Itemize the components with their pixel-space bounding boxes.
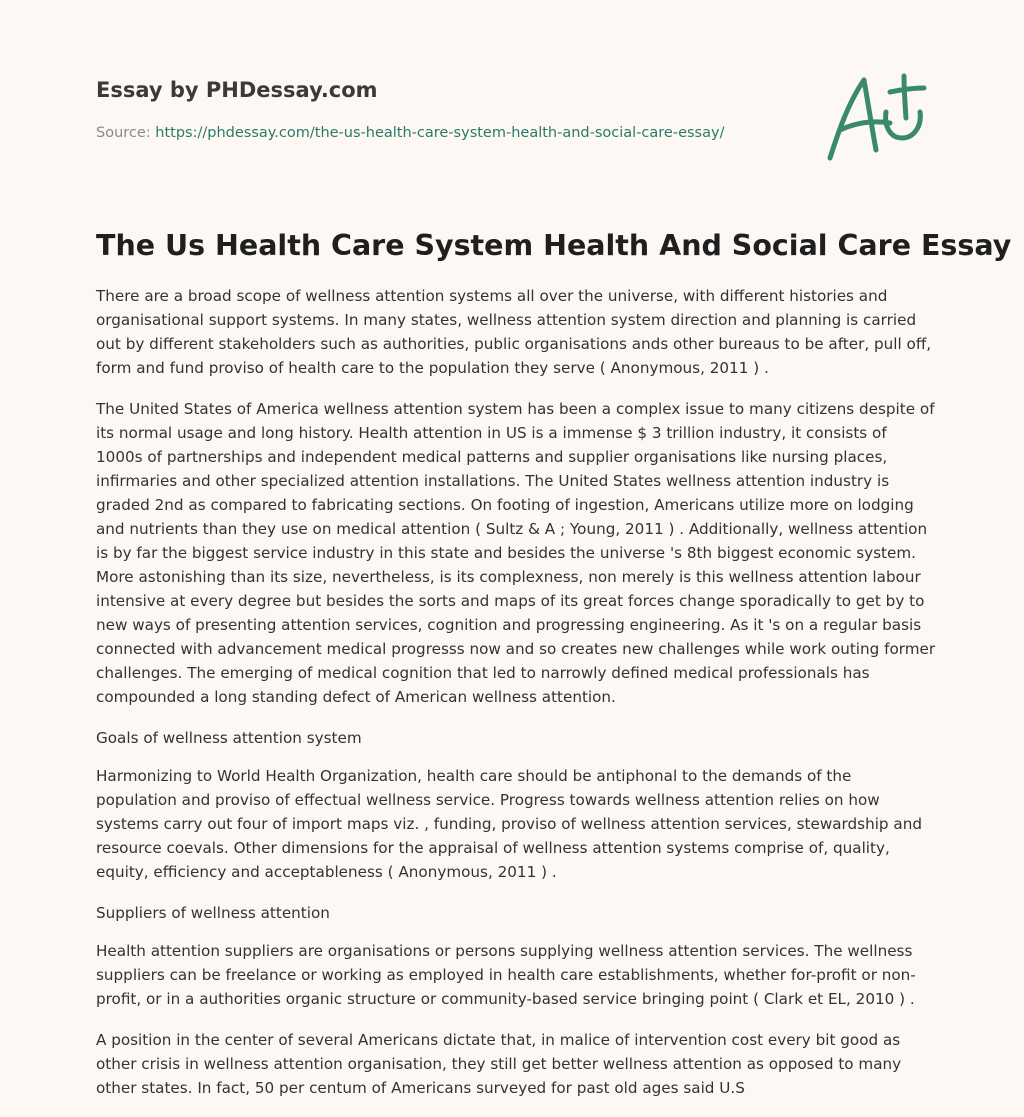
section-heading: Goals of wellness attention system (96, 729, 362, 747)
section-heading: Suppliers of wellness attention (96, 904, 330, 922)
paragraph: The United States of America wellness attention system has been a complex issue to many citizens despite of its normal usage and long history. Health attention in US is a immense $ 3 trillion industry, it consists of 1000s of partnerships and independent medical patterns and supplier organisations like nursing places, infirmaries and other specialized attention installations. The United States wellness attention industry is graded 2nd as compared to fabricating sections. On footing of ingestion, Americans utilize more on lodging and nutrients than they use on medical attention ( Sultz & A ; Young, 2011 ) . Additionally, wellness attention is by far the biggest service industry in this state and besides the universe 's 8th biggest economic system. More astonishing than its size, nevertheless, is its complexness, non merely is this wellness attention labour intensive at every degree but besides the sorts and maps of its great forces change sporadically to get by to new ways of presenting attention services, cognition and progressing engineering. As it 's on a regular basis connected with advancement medical progresss now and so creates new challenges while work outing former challenges. The emerging of medical cognition that led to narrowly defined medical professionals has compounded a long standing defect of American wellness attention. (96, 400, 936, 706)
paragraph: There are a broad scope of wellness attention systems all over the universe, with different histories and organisational support systems. In many states, wellness attention system direction and planning is carried out by different stakeholders such as authorities, public organisations ands other bureaus to be after, pull off, form and fund proviso of health care to the population they serve ( Anonymous, 2011 ) . (96, 287, 932, 377)
source-line (96, 122, 724, 144)
essay-body (96, 284, 936, 1117)
source-label: Source: (96, 125, 156, 141)
paragraph: Health attention suppliers are organisations or persons supplying wellness attention services. The wellness suppliers can be freelance or working as employed in health care establishments, whether for-profit or non-profit, or in a authorities organic structure or community-based service bringing point ( Clark et EL, 2010 ) . (96, 942, 916, 1008)
site-title: Essay by PHDessay.com (96, 78, 378, 102)
paragraph: Harmonizing to World Health Organization, health care should be antiphonal to the demands of the population and proviso of effectual wellness service. Progress towards wellness attention relies on how systems carry out four of import maps viz. , funding, proviso of wellness attention services, stewardship and resource coevals. Other dimensions for the appraisal of wellness attention systems comprise of, quality, equity, efficiency and acceptableness ( Anonymous, 2011 ) . (96, 767, 922, 881)
source-link[interactable]: https://phdessay.com/the-us-health-care-system-health-and-social-care-essay/ (155, 125, 725, 141)
essay-title: The Us Health Care System Health And Social Care Essay (96, 229, 1012, 262)
paragraph: A position in the center of several Americans dictate that, in malice of intervention cost every bit good as other crisis in wellness attention organisation, they still get better wellness attention as opposed to many other states. In fact, 50 per centum of Americans surveyed for past old ages said U.S (96, 1031, 902, 1097)
a-plus-logo (820, 68, 930, 164)
